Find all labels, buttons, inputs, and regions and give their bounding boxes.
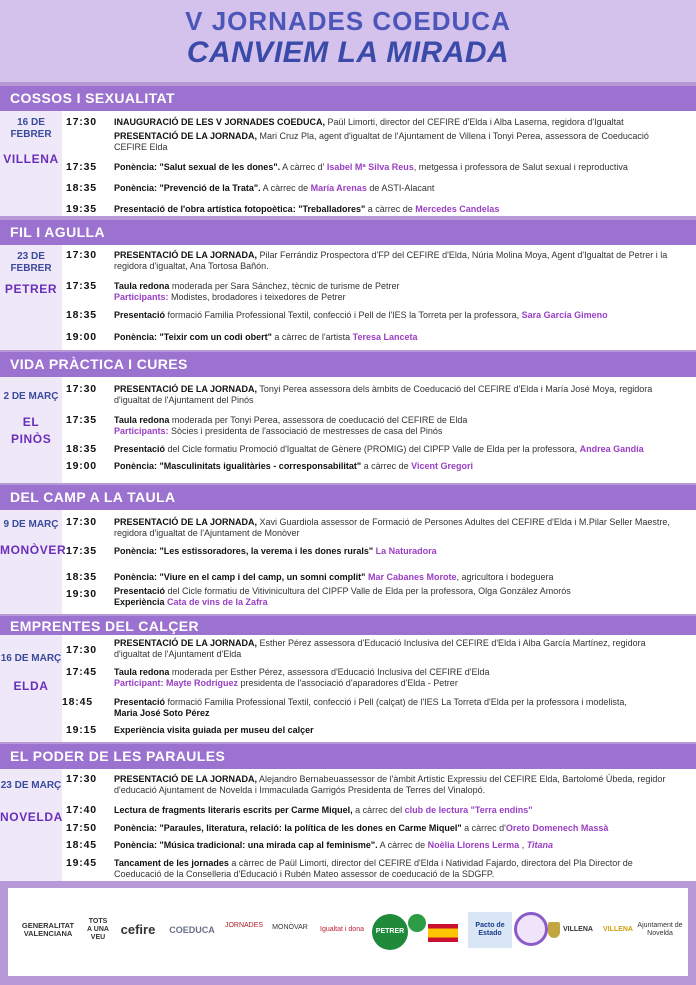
generalitat-logo: GENERALITAT VALENCIANA xyxy=(21,921,75,938)
date: 23 DE MARÇ xyxy=(0,780,62,791)
footer xyxy=(0,885,696,985)
page-header xyxy=(0,0,696,82)
date: 16 DE MARÇ xyxy=(0,653,62,664)
date: 2 DE MARÇ xyxy=(3,391,59,402)
section-title: COSSOS I SEXUALITAT xyxy=(10,90,175,106)
section-vida: VIDA PRÀCTICA I CURES 2 DE MARÇ EL PINÒS 17:30 PRESENTACIÓ DE LA JORNADA, Tonyi Perea assessora dels àmbits de Coeducació del CEFIRE d'Elda i María José Moya, regidora d'igualtat de l'Ajuntament del Pinós 17:35 Taula redona moderada per Tonyi Perea, assessora de coeducació del CEFIRE de Elda Participants: Sòcies i presidenta de l'associació de mestresses de casa del Pinós 18:35 Presentació del Cicle formatiu Promoció d'Igualtat de Gènere (PROMIG) del CIPFP Valle de Elda per la professora, Andrea Gandía 19:00 Ponència: "Masculinitats igualitàries - corresponsabilitat" a càrrec de Vicent Gregori xyxy=(0,352,696,483)
section-camp: DEL CAMP A LA TAULA 9 DE MARÇ MONÒVER 17:30 PRESENTACIÓ DE LA JORNADA, Xavi Guardiola assessor de Formació de Persones Adultes del CEFIRE d'Elda i M.Pilar Seller Maestre, regidora d'igualtat de l'Ajuntament de Monòver 17:35 Ponència: "Les estissoradores, la verema i les dones rurals" La Naturadora 18:35 Ponència: "Viure en el camp i del camp, un somni complit" Mar Cabanes Morote, agricultora i bodeguera 19:30 Presentació del Cicle formatiu de Vitivinicultura del CIPFP Valle de Elda per la professora, Olga González Amorós Experiència Cata de vins de la Zafra xyxy=(0,485,696,614)
section-fil: FIL I AGULLA 23 DE FEBRER PETRER 17:30 PRESENTACIÓ DE LA JORNADA, Pilar Ferrándiz Prospectora d'FP del CEFIRE d'Elda, Núria Molina Moya, Agent d'Igualtat de Petrer i la regidora d'igualtat, Ana Tortosa Bañón. 17:35 Taula redona moderada per Sara Sánchez, tècnic de turisme de Petrer Participants: Modistes, brodadores i teixedores de Petrer 18:35 Presentació formació Familia Professional Textil, confecció i Pell de l'IES la Torreta per la professora, Sara García Gimeno 19:00 Ponència: "Teixir com un codi obert" a càrrec de l'artista Teresa Lanceta xyxy=(0,220,696,350)
section-title: EMPRENTES DEL CALÇER xyxy=(10,618,199,634)
date-column xyxy=(0,111,62,216)
place: ELDA xyxy=(13,679,49,693)
shield-icon xyxy=(548,922,560,938)
spain-flag-icon xyxy=(428,924,458,942)
section-title: EL PODER DE LES PARAULES xyxy=(10,748,226,764)
section-title: VIDA PRÀCTICA I CURES xyxy=(10,356,188,372)
section-header xyxy=(0,86,696,111)
section-header xyxy=(0,220,696,245)
jornades-logo: JORNADES xyxy=(224,922,264,929)
place: VILLENA xyxy=(3,152,59,166)
title-line-1: V JORNADES COEDUCA xyxy=(185,6,511,36)
date-column xyxy=(0,635,62,742)
section-header xyxy=(0,616,696,635)
section-emprentes: EMPRENTES DEL CALÇER 16 DE MARÇ ELDA 17:30 PRESENTACIÓ DE LA JORNADA, Esther Pérez assessora d'Educació Inclusiva del CEFIRE d'Elda i Alba García Martínez, regidora d'igualtat de l'Ajuntament d'Elda 17:45 Taula redona moderada per Esther Pérez, assessora d'Educació Inclusiva del CEFIRE d'Elda Participant: Mayte Rodríguez presidenta de l'associació d'aparadores d'Elda - Petrer 18:45 Presentació formació Familia Professional Textil, confecció i Pell (calçat) de l'IES La Torreta d'Elda per la professora i modelista, Maria José Soto Pérez 19:15 Experiència visita guiada per museu del calçer xyxy=(0,616,696,742)
green-seal-icon xyxy=(408,914,426,932)
date: 16 DE FEBRER xyxy=(10,117,52,140)
section-title: FIL I AGULLA xyxy=(10,224,106,240)
date-column xyxy=(0,245,62,350)
section-header xyxy=(0,352,696,377)
petrer-logo: PETRER xyxy=(372,914,408,950)
pacto-estado-logo: Pacto de Estado xyxy=(468,912,512,948)
villena-logo-2: VILLENA xyxy=(603,926,633,933)
place: NOVELDA xyxy=(0,810,63,824)
monovar-logo: MONÒVAR xyxy=(272,924,308,931)
date-column xyxy=(0,769,62,881)
tots-a-una-veu-logo: TOTS A UNA VEU xyxy=(87,918,109,941)
title-line-2: CANVIEM LA MIRADA xyxy=(186,36,510,69)
section-paraules: EL PODER DE LES PARAULES 23 DE MARÇ NOVELDA 17:30 PRESENTACIÓ DE LA JORNADA, Alejandro Bernabeuassessor de l'àmbit Artístic Expressiu del CEFIRE Elda, Bartolomé Úbeda, regidor d'educació Ajuntament de Novelda i Immaculada Garrigós Presidenta de Terres del Vinalopó. 17:40 Lectura de fragments literaris escrits per Carme Miquel, a càrrec del club de lectura "Terra endins" 17:50 Ponència: "Paraules, literatura, relació: la política de les dones en Carme Miquel" a càrrec d'Oreto Domenech Massà 18:45 Ponència: "Música tradicional: una mirada cap al feminisme". A càrrec de Noèlia Llorens Lerma , Titana 19:45 Tancament de les jornades a càrrec de Paül Limorti, director del CEFIRE d'Elda i Natividad Fajardo, directora del Pla Director de Coeducació de la Conselleria d'Educació i Rubén Mateo assessor de coeducació de la SDGFP. xyxy=(0,744,696,881)
villena-logo-1: VILLENA xyxy=(563,926,593,933)
place: PETRER xyxy=(4,282,58,296)
date-column xyxy=(0,510,67,614)
section-header xyxy=(0,744,696,769)
novelda-logo: Ajuntament de Novelda xyxy=(637,922,683,937)
logo-strip xyxy=(8,888,688,976)
purple-seal-icon xyxy=(514,912,548,946)
place: EL PINÒS xyxy=(11,415,52,446)
coeduca-logo: COEDUCA xyxy=(169,925,215,935)
cefire-logo: cefire xyxy=(120,922,156,937)
section-header xyxy=(0,485,696,510)
date: 9 DE MARÇ xyxy=(3,519,59,530)
date-column xyxy=(0,377,62,483)
date: 23 DE FEBRER xyxy=(10,251,52,274)
place: MONÒVER xyxy=(0,543,67,557)
section-cossos: COSSOS I SEXUALITAT 16 DE FEBRER VILLENA 17:30 INAUGURACIÓ DE LES V JORNADES COEDUCA, Paül Limorti, director del CEFIRE d'Elda i Alba Laserna, regidora d'Igualtat PRESENTACIÓ DE LA JORNADA, Mari Cruz Pla, agent d'igualtat de l'Ajuntament de Villena i Tonyi Perea, assessora de Coeducació CEFIRE Elda 17:35 Ponència: "Salut sexual de les dones". A càrrec d' Isabel Mª Silva Reus, metgessa i professora de Salut sexual i reproductiva 18:35 Ponència: "Prevenció de la Trata". A càrrec de María Arenas de ASTI-Alacant 19:35 Presentació de l'obra artística fotopoètica: "Treballadores" a càrrec de Mercedes Candelas xyxy=(0,86,696,216)
igualtat-dona-logo: Igualtat i dona xyxy=(320,926,364,933)
section-title: DEL CAMP A LA TAULA xyxy=(10,489,176,505)
